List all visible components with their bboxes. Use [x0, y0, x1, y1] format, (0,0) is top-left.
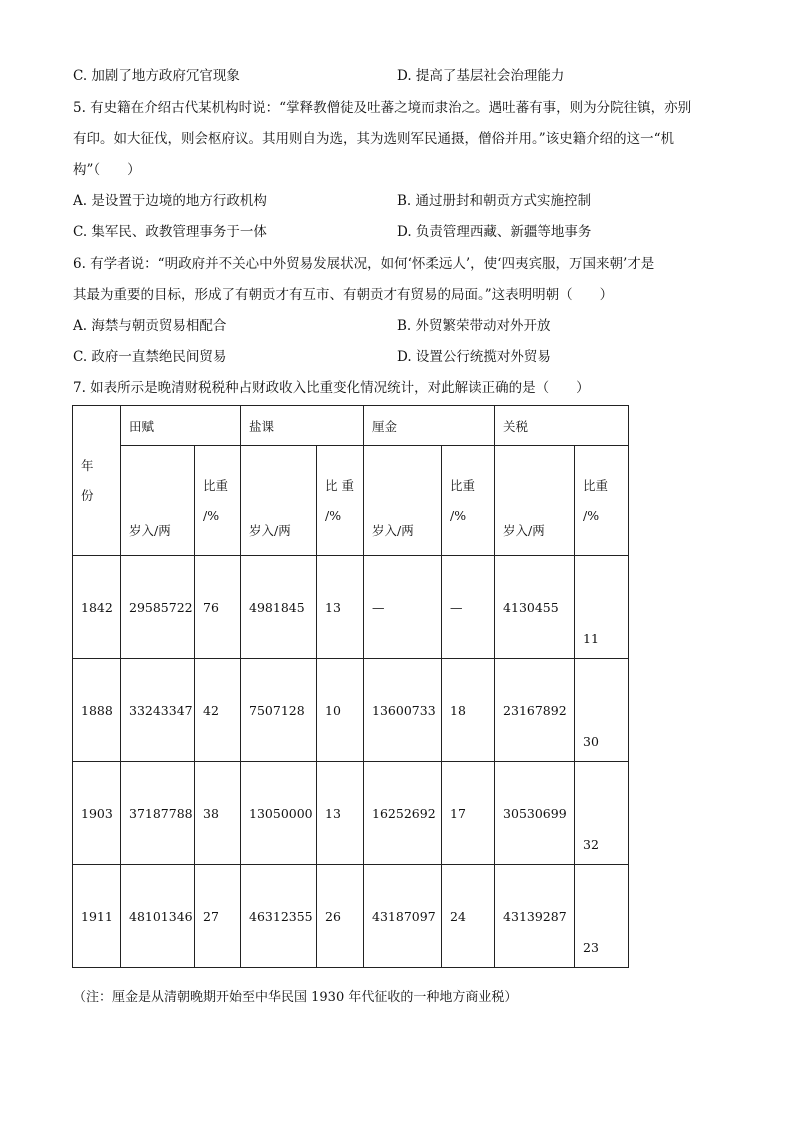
q6-option-a: A. 海禁与朝贡贸易相配合: [73, 318, 227, 334]
header-lijin: 厘金: [364, 406, 495, 446]
cell-lijin-pct: 24: [442, 865, 495, 968]
cell-guanshui-pct: 11: [575, 556, 629, 659]
q5-option-c: C. 集军民、政教管理事务于一体: [73, 224, 267, 240]
cell-guanshui-pct: 32: [575, 762, 629, 865]
cell-guanshui: 23167892: [495, 659, 575, 762]
cell-tianfu-pct: 76: [195, 556, 241, 659]
q5-option-b: B. 通过册封和朝贡方式实施控制: [397, 193, 592, 209]
year-header: [73, 406, 121, 556]
cell-lijin: 43187097: [364, 865, 442, 968]
subheader-amount: 岁入/两: [121, 446, 195, 556]
cell-year: 1911: [73, 865, 121, 968]
cell-yanke-pct: 26: [317, 865, 364, 968]
cell-tianfu-pct: 38: [195, 762, 241, 865]
cell-tianfu: 37187788: [121, 762, 195, 865]
cell-tianfu-pct: 42: [195, 659, 241, 762]
q6-option-b: B. 外贸繁荣带动对外开放: [397, 318, 551, 334]
subheader-share: 比 重 /%: [317, 446, 364, 556]
subheader-amount: 岁入/两: [364, 446, 442, 556]
cell-guanshui-pct: 30: [575, 659, 629, 762]
q6-option-c: C. 政府一直禁绝民间贸易: [73, 349, 227, 365]
cell-lijin: 16252692: [364, 762, 442, 865]
table-row: [73, 865, 629, 968]
subheader-amount: 岁入/两: [241, 446, 317, 556]
header-tianfu: 田赋: [121, 406, 241, 446]
cell-guanshui: 4130455: [495, 556, 575, 659]
year-header-char2: 份: [81, 487, 94, 503]
table-note: （注：厘金是从清朝晚期开始至中华民国 1930 年代征收的一种地方商业税）: [73, 990, 518, 1005]
cell-lijin-pct: —: [442, 556, 495, 659]
revenue-table: [72, 405, 629, 968]
q4-option-c: C. 加剧了地方政府冗官现象: [73, 68, 240, 84]
header-yanke: 盐课: [241, 406, 364, 446]
cell-lijin-pct: 17: [442, 762, 495, 865]
q5-option-d: D. 负责管理西藏、新疆等地事务: [397, 224, 592, 240]
q6-stem-line2: 其最为重要的目标，形成了有朝贡才有互市、有朝贡才有贸易的局面。”这表明明朝（ ）: [73, 287, 614, 303]
cell-tianfu: 48101346: [121, 865, 195, 968]
q4-option-d: D. 提高了基层社会治理能力: [397, 68, 565, 84]
cell-year: 1888: [73, 659, 121, 762]
cell-year: 1903: [73, 762, 121, 865]
cell-yanke: 7507128: [241, 659, 317, 762]
subheader-share: 比重 /%: [195, 446, 241, 556]
subheader-share: 比重 /%: [442, 446, 495, 556]
cell-tianfu: 33243347: [121, 659, 195, 762]
header-guanshui: 关税: [495, 406, 629, 446]
q5-stem-line1: 5. 有史籍在介绍古代某机构时说：“掌释教僧徒及吐蕃之境而隶治之。遇吐蕃有事，则为分院往镇，亦别: [73, 100, 692, 116]
cell-tianfu-pct: 27: [195, 865, 241, 968]
cell-lijin: —: [364, 556, 442, 659]
q5-stem-line2: 有印。如大征伐，则会枢府议。其用则自为选，其为选则军民通摄，僧俗并用。”该史籍介绍的这一“机: [73, 131, 675, 147]
subheader-share: 比重 /%: [575, 446, 629, 556]
cell-year: 1842: [73, 556, 121, 659]
cell-lijin: 13600733: [364, 659, 442, 762]
table-header-row: [73, 406, 629, 446]
cell-guanshui-pct: 23: [575, 865, 629, 968]
table-row: [73, 762, 629, 865]
table-row: [73, 556, 629, 659]
cell-tianfu: 29585722: [121, 556, 195, 659]
q7-stem: 7. 如表所示是晚清财税税种占财政收入比重变化情况统计，对此解读正确的是（ ）: [73, 380, 590, 396]
q5-stem-line3: 构”（ ）: [73, 162, 141, 178]
cell-yanke: 4981845: [241, 556, 317, 659]
cell-lijin-pct: 18: [442, 659, 495, 762]
subheader-amount: 岁入/两: [495, 446, 575, 556]
cell-yanke-pct: 13: [317, 762, 364, 865]
table-row: [73, 659, 629, 762]
cell-yanke: 46312355: [241, 865, 317, 968]
cell-yanke-pct: 13: [317, 556, 364, 659]
cell-guanshui: 43139287: [495, 865, 575, 968]
q6-option-d: D. 设置公行统揽对外贸易: [397, 349, 551, 365]
table-subheader-row: [73, 446, 629, 556]
q6-stem-line1: 6. 有学者说：“明政府并不关心中外贸易发展状况，如何‘怀柔远人’，使‘四夷宾服，万国来朝’才是: [73, 256, 655, 272]
year-header-char1: 年: [81, 457, 94, 473]
cell-guanshui: 30530699: [495, 762, 575, 865]
q5-option-a: A. 是设置于边境的地方行政机构: [73, 193, 267, 209]
cell-yanke: 13050000: [241, 762, 317, 865]
cell-yanke-pct: 10: [317, 659, 364, 762]
